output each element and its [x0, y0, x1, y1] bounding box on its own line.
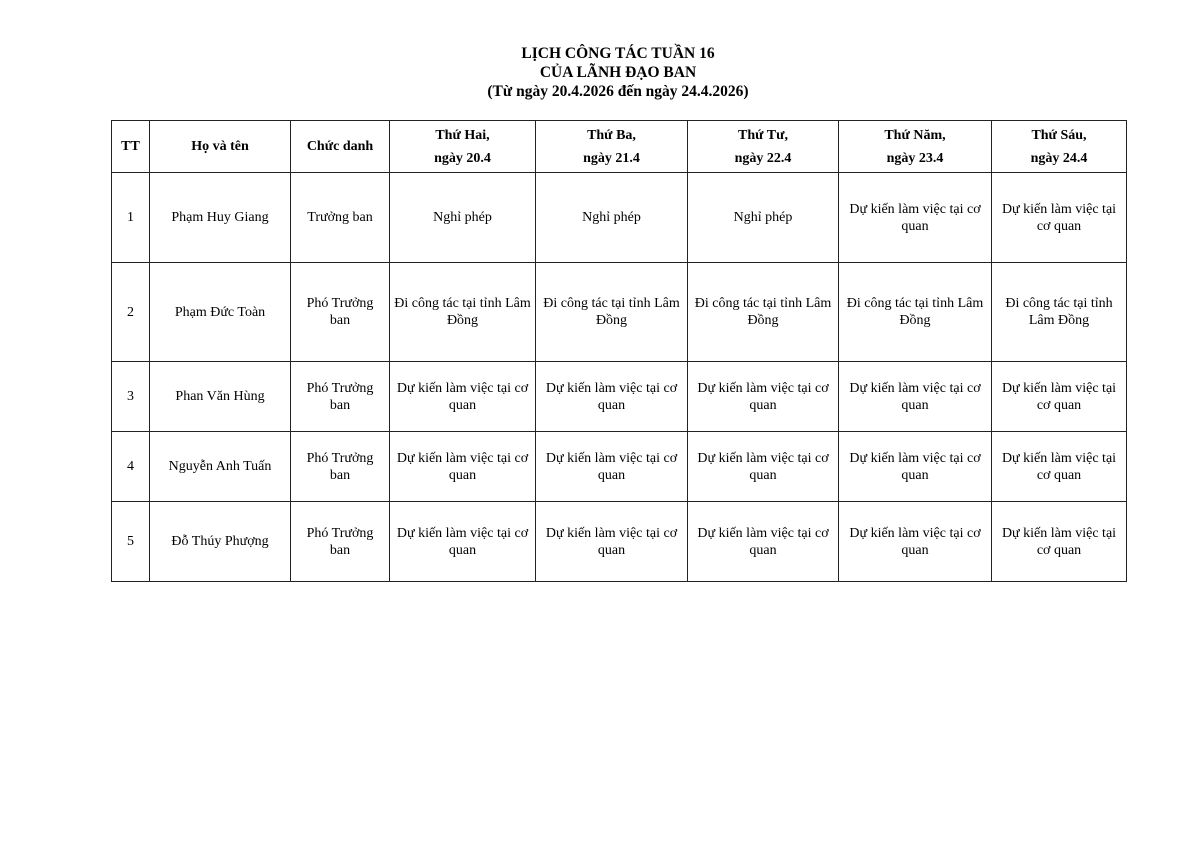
row-day-3: Dự kiến làm việc tại cơ quan: [688, 502, 839, 582]
row-day-4: Dự kiến làm việc tại cơ quan: [839, 173, 992, 263]
row-day-3: Dự kiến làm việc tại cơ quan: [688, 432, 839, 502]
row-name: Đỗ Thúy Phượng: [150, 502, 291, 582]
row-day-1: Dự kiến làm việc tại cơ quan: [390, 362, 536, 432]
row-day-2: Dự kiến làm việc tại cơ quan: [536, 362, 688, 432]
header-day-3: [688, 121, 839, 173]
row-day-5: Dự kiến làm việc tại cơ quan: [992, 173, 1127, 263]
row-day-5: Đi công tác tại tỉnh Lâm Đồng: [992, 263, 1127, 362]
row-day-2: Đi công tác tại tỉnh Lâm Đồng: [536, 263, 688, 362]
row-day-5: Dự kiến làm việc tại cơ quan: [992, 432, 1127, 502]
table-row: [112, 432, 1127, 502]
row-name: Nguyễn Anh Tuấn: [150, 432, 291, 502]
header-day-1: [390, 121, 536, 173]
header-day-5-date: ngày 24.4: [1030, 150, 1088, 166]
row-day-1: Nghỉ phép: [390, 173, 536, 263]
row-day-5: Dự kiến làm việc tại cơ quan: [992, 502, 1127, 582]
schedule-table: [111, 120, 1127, 582]
row-day-1: Đi công tác tại tỉnh Lâm Đồng: [390, 263, 536, 362]
header-day-2: [536, 121, 688, 173]
title-line-3: (Từ ngày 20.4.2026 đến ngày 24.4.2026): [487, 83, 749, 100]
row-position: Phó Trưởng ban: [291, 263, 390, 362]
row-position: Trưởng ban: [291, 173, 390, 263]
row-day-4: Dự kiến làm việc tại cơ quan: [839, 362, 992, 432]
row-tt: 5: [112, 502, 150, 582]
row-day-4: Dự kiến làm việc tại cơ quan: [839, 502, 992, 582]
row-day-1: Dự kiến làm việc tại cơ quan: [390, 502, 536, 582]
row-tt: 2: [112, 263, 150, 362]
row-tt: 1: [112, 173, 150, 263]
row-tt: 3: [112, 362, 150, 432]
header-day-4-name: Thứ Năm,: [884, 127, 946, 143]
row-day-3: Nghỉ phép: [688, 173, 839, 263]
document-title: [0, 44, 1200, 101]
header-tt: TT: [112, 121, 150, 173]
row-name: Phạm Đức Toàn: [150, 263, 291, 362]
table-header-row: [112, 121, 1127, 173]
header-day-1-name: Thứ Hai,: [435, 127, 490, 143]
row-position: Phó Trưởng ban: [291, 432, 390, 502]
row-tt: 4: [112, 432, 150, 502]
header-position: Chức danh: [291, 121, 390, 173]
header-day-5: [992, 121, 1127, 173]
row-day-2: Dự kiến làm việc tại cơ quan: [536, 432, 688, 502]
header-day-5-name: Thứ Sáu,: [1031, 127, 1087, 143]
row-day-2: Nghỉ phép: [536, 173, 688, 263]
table-row: [112, 263, 1127, 362]
header-day-2-date: ngày 21.4: [583, 150, 640, 166]
header-name: Họ và tên: [150, 121, 291, 173]
header-day-3-name: Thứ Tư,: [737, 127, 788, 143]
row-day-1: Dự kiến làm việc tại cơ quan: [390, 432, 536, 502]
title-line-2: CỦA LÃNH ĐẠO BAN: [539, 64, 697, 81]
row-day-3: Dự kiến làm việc tại cơ quan: [688, 362, 839, 432]
row-day-5: Dự kiến làm việc tại cơ quan: [992, 362, 1127, 432]
table-row: [112, 173, 1127, 263]
row-day-3: Đi công tác tại tỉnh Lâm Đồng: [688, 263, 839, 362]
header-day-1-date: ngày 20.4: [434, 150, 491, 166]
row-position: Phó Trưởng ban: [291, 362, 390, 432]
header-day-4: [839, 121, 992, 173]
title-line-1: LỊCH CÔNG TÁC TUẦN 16: [521, 45, 715, 62]
row-name: Phạm Huy Giang: [150, 173, 291, 263]
row-day-4: Dự kiến làm việc tại cơ quan: [839, 432, 992, 502]
header-day-2-name: Thứ Ba,: [587, 127, 636, 143]
header-day-3-date: ngày 22.4: [734, 150, 792, 166]
row-day-4: Đi công tác tại tỉnh Lâm Đồng: [839, 263, 992, 362]
table-row: [112, 502, 1127, 582]
row-name: Phan Văn Hùng: [150, 362, 291, 432]
header-day-4-date: ngày 23.4: [886, 150, 944, 166]
table-row: [112, 362, 1127, 432]
row-position: Phó Trưởng ban: [291, 502, 390, 582]
row-day-2: Dự kiến làm việc tại cơ quan: [536, 502, 688, 582]
